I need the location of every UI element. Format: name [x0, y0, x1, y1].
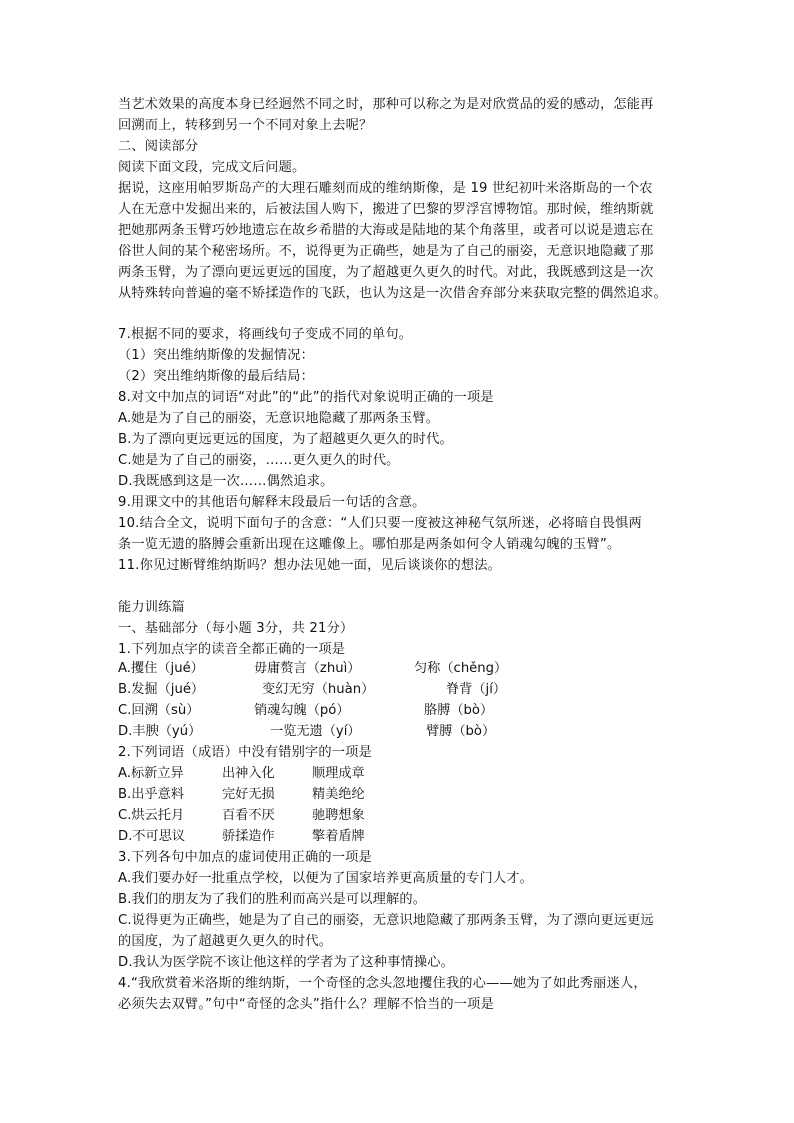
- question-3-option-a: A.我们要办好一批重点学校，以便为了国家培养更高质量的专门人才。: [118, 871, 534, 886]
- question-7-part-2: （2）突出维纳斯像的最后结局：: [118, 369, 315, 384]
- question-8-option-b: B.为了漂向更远更远的国度，为了超越更久更久的时代。: [118, 432, 453, 447]
- q2-option-d-1: D.不可思议: [118, 829, 186, 844]
- question-3-option-c-cont: 的国度，为了超越更久更久的时代。: [118, 934, 333, 949]
- q2-option-d-3: 擎着盾牌: [312, 829, 365, 844]
- q2-option-a-3: 顺理成章: [312, 766, 365, 781]
- question-2: 2.下列词语（成语）中没有错别字的一项是: [118, 745, 372, 760]
- question-3-option-c: C.说得更为正确些，她是为了自己的丽姿，无意识地隐藏了那两条玉臂，为了漂向更远更远: [118, 913, 654, 928]
- text-line: 当艺术效果的高度本身已经迥然不同之时，那种可以称之为是对欣赏品的爱的感动，怎能再: [118, 97, 654, 112]
- text-line: 回溯而上，转移到另一个不同对象上去呢？: [118, 118, 373, 133]
- q1-option-a-3: 匀称（chěng）: [414, 661, 508, 676]
- passage-line: 把她那两条玉臂巧妙地遗忘在故乡希腊的大海或是陆地的某个角落里，或者可以说是遗忘在: [118, 223, 654, 238]
- passage-line: 据说，这座用帕罗斯岛产的大理石雕刻而成的维纳斯像，是 19 世纪初叶米洛斯岛的一个农: [118, 181, 653, 196]
- q2-option-b-2: 完好无损: [222, 787, 275, 802]
- question-8: 8.对文中加点的词语“对此”的“此”的指代对象说明正确的一项是: [118, 390, 494, 405]
- q2-option-b-3: 精美绝纶: [312, 787, 365, 802]
- q1-option-d-1: D.丰腴（yú）: [118, 724, 202, 739]
- passage-line: 从特殊转向普遍的毫不矫揉造作的飞跃，也认为这是一次借舍弃部分来获取完整的偶然追求。: [118, 286, 667, 301]
- q2-option-c-2: 百看不厌: [222, 808, 275, 823]
- question-8-option-d: D.我既感到这是一次……偶然追求。: [118, 474, 334, 489]
- q2-option-c-3: 驰聘想象: [312, 808, 365, 823]
- q1-option-a-1: A.攫住（jué）: [118, 661, 204, 676]
- q1-option-b-3: 脊背（jí）: [446, 682, 507, 697]
- passage-line: 两条玉臂，为了漂向更远更远的国度，为了超越更久更久的时代。对此，我既感到这是一次: [118, 265, 654, 280]
- question-1: 1.下列加点字的读音全都正确的一项是: [118, 642, 346, 657]
- question-9: 9.用课文中的其他语句解释末段最后一句话的含意。: [118, 495, 426, 510]
- question-3-option-b: B.我们的朋友为了我们的胜利而高兴是可以理解的。: [118, 892, 427, 907]
- instruction-line: 阅读下面文段，完成文后问题。: [118, 160, 306, 175]
- question-8-option-a: A.她是为了自己的丽姿，无意识地隐藏了那两条玉臂。: [118, 411, 440, 426]
- passage-line: 人在无意中发掘出来的，后被法国人购下，搬进了巴黎的罗浮宫博物馆。那时候，维纳斯就: [118, 202, 654, 217]
- question-4-cont: 必须失去双臂。”句中“奇怪的念头”指什么？理解不恰当的一项是: [118, 997, 494, 1012]
- question-3-option-d: D.我认为医学院不该让他这样的学者为了这种事情操心。: [118, 955, 455, 970]
- question-7-part-1: （1）突出维纳斯像的发掘情况：: [118, 348, 315, 363]
- q1-option-b-2: 变幻无穷（huàn）: [262, 682, 375, 697]
- question-10-cont: 条一览无遗的胳膊会重新出现在这雕像上。哪怕那是两条如何令人销魂勾魄的玉臂”。: [118, 537, 621, 552]
- q1-option-b-1: B.发掘（jué）: [118, 682, 205, 697]
- section-heading: 二、阅读部分: [118, 139, 199, 154]
- question-4: 4.“我欣赏着米洛斯的维纳斯，一个奇怪的念头忽地攫住我的心——她为了如此秀丽迷人，: [118, 976, 647, 991]
- q1-option-c-3: 胳膊（bò）: [424, 703, 494, 718]
- question-8-option-c: C.她是为了自己的丽姿，……更久更久的时代。: [118, 453, 400, 468]
- q2-option-a-1: A.标新立异: [118, 766, 184, 781]
- q1-option-d-3: 臂膊（bò）: [426, 724, 496, 739]
- q2-option-d-2: 骄揉造作: [222, 829, 275, 844]
- section-title: 能力训练篇: [118, 600, 185, 615]
- q2-option-c-1: C.烘云托月: [118, 808, 185, 823]
- question-3: 3.下列各句中加点的虚词使用正确的一项是: [118, 850, 372, 865]
- question-7: 7.根据不同的要求，将画线句子变成不同的单句。: [118, 327, 413, 342]
- q1-option-d-2: 一览无遗（yí）: [270, 724, 361, 739]
- q2-option-a-2: 出神入化: [222, 766, 275, 781]
- q1-option-a-2: 毋庸赘言（zhuì）: [254, 661, 361, 676]
- question-10: 10.结合全文，说明下面句子的含意：“人们只要一度被这神秘气氛所迷，必将暗自畏惧两: [118, 516, 642, 531]
- q2-option-b-1: B.出乎意料: [118, 787, 184, 802]
- q1-option-c-1: C.回溯（sù）: [118, 703, 200, 718]
- question-11: 11.你见过断臂维纳斯吗？想办法见她一面，见后谈谈你的想法。: [118, 558, 502, 573]
- section-heading: 一、基础部分（每小题 3分，共 21分）: [118, 621, 354, 636]
- passage-line: 俗世人间的某个秘密场所。不，说得更为正确些，她是为了自己的丽姿，无意识地隐藏了那: [118, 244, 654, 259]
- q1-option-c-2: 销魂勾魄（pó）: [254, 703, 350, 718]
